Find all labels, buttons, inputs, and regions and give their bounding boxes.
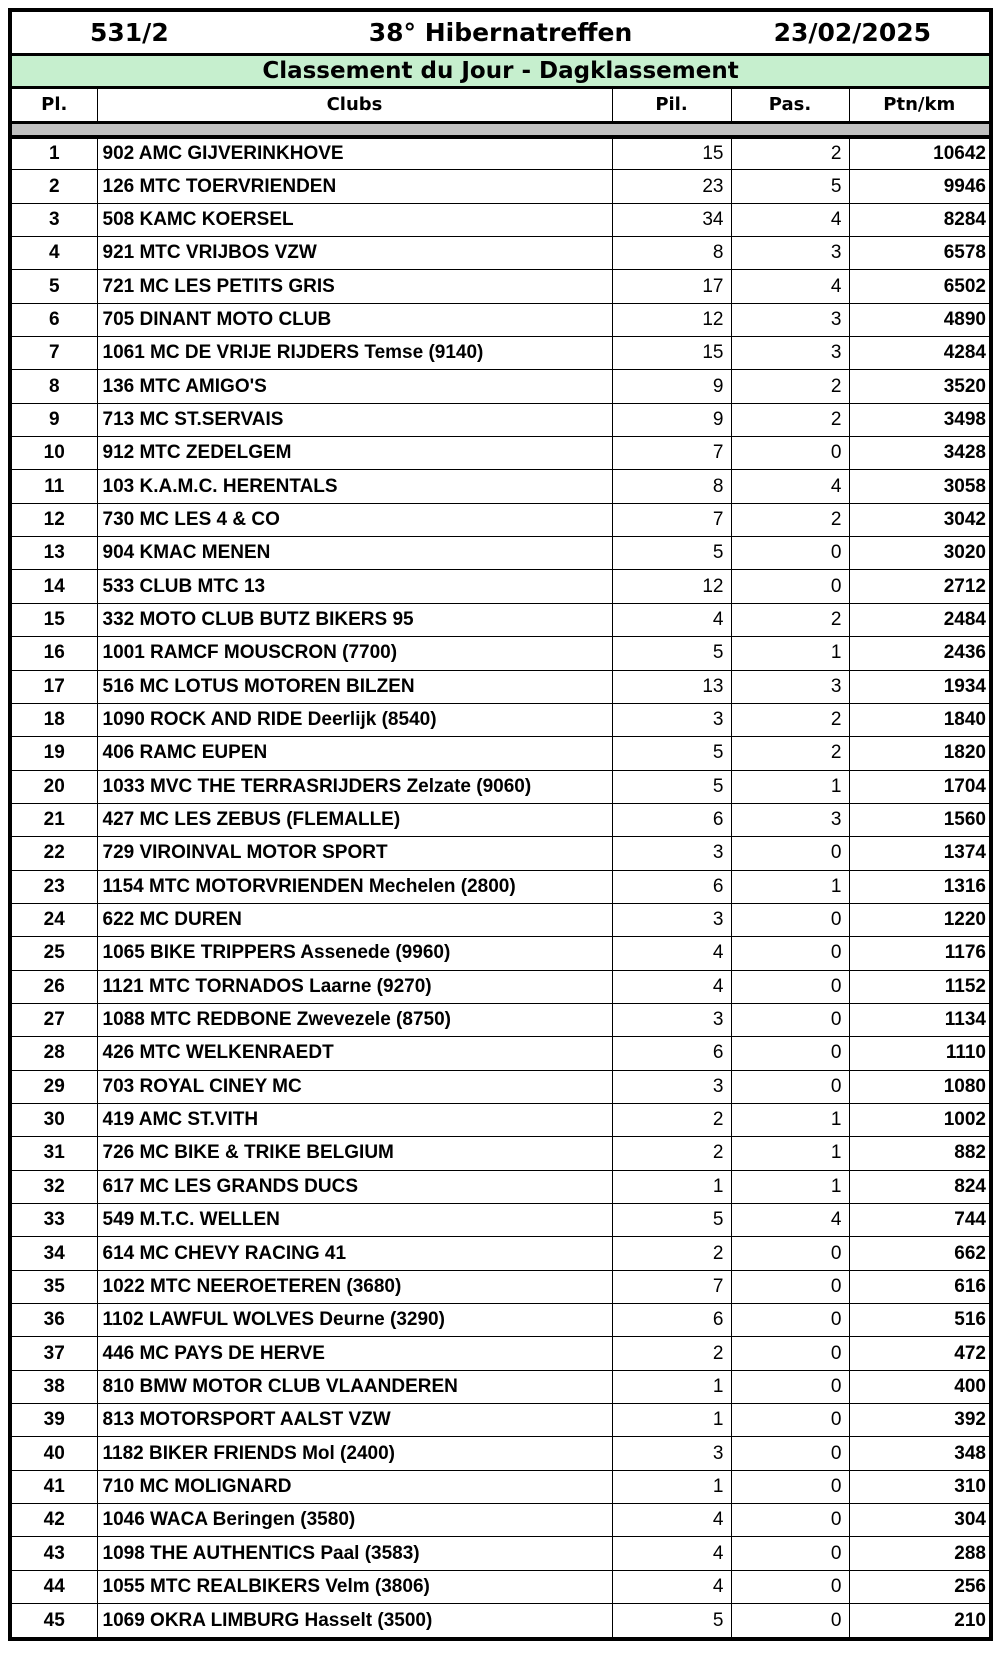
club-cell: 810 BMW MOTOR CLUB VLAANDEREN [97,1370,612,1403]
points-cell: 1374 [849,837,989,870]
pilots-cell: 3 [612,837,731,870]
points-cell: 1934 [849,670,989,703]
passengers-cell: 0 [731,1037,849,1070]
place-cell: 41 [12,1470,97,1503]
pilots-cell: 17 [612,270,731,303]
event-title: 38° Hibernatreffen [368,17,633,47]
passengers-cell: 2 [731,603,849,636]
subtitle-row [12,54,989,87]
table-row [12,370,989,403]
passengers-cell: 3 [731,237,849,270]
passengers-cell: 0 [731,1404,849,1437]
place-cell: 13 [12,537,97,570]
place-cell: 33 [12,1204,97,1237]
points-cell: 516 [849,1304,989,1337]
pilots-cell: 1 [612,1404,731,1437]
table-row [12,903,989,936]
pilots-cell: 1 [612,1370,731,1403]
place-cell: 20 [12,770,97,803]
ranking-table [12,89,989,1637]
passengers-cell: 4 [731,270,849,303]
pilots-cell: 1 [612,1170,731,1203]
passengers-cell: 1 [731,637,849,670]
club-cell: 446 MC PAYS DE HERVE [97,1337,612,1370]
table-row [12,270,989,303]
points-cell: 10642 [849,137,989,170]
points-cell: 616 [849,1270,989,1303]
club-cell: 103 K.A.M.C. HERENTALS [97,470,612,503]
pilots-cell: 8 [612,470,731,503]
passengers-cell: 0 [731,1437,849,1470]
club-cell: 1055 MTC REALBIKERS Velm (3806) [97,1570,612,1603]
points-cell: 4284 [849,337,989,370]
points-cell: 6502 [849,270,989,303]
place-cell: 9 [12,403,97,436]
table-row [12,1604,989,1637]
passengers-cell: 0 [731,903,849,936]
place-cell: 12 [12,503,97,536]
passengers-cell: 0 [731,1504,849,1537]
pilots-cell: 3 [612,1070,731,1103]
pilots-cell: 9 [612,370,731,403]
pilots-cell: 5 [612,1204,731,1237]
place-cell: 18 [12,703,97,736]
passengers-cell: 0 [731,937,849,970]
points-cell: 1080 [849,1070,989,1103]
passengers-cell: 1 [731,1170,849,1203]
club-cell: 1088 MTC REDBONE Zwevezele (8750) [97,1003,612,1036]
points-cell: 9946 [849,170,989,203]
place-cell: 4 [12,237,97,270]
club-cell: 1069 OKRA LIMBURG Hasselt (3500) [97,1604,612,1637]
table-row [12,1470,989,1503]
club-cell: 614 MC CHEVY RACING 41 [97,1237,612,1270]
passengers-cell: 0 [731,1370,849,1403]
club-cell: 1046 WACA Beringen (3580) [97,1504,612,1537]
points-cell: 392 [849,1404,989,1437]
table-row [12,1270,989,1303]
club-cell: 912 MTC ZEDELGEM [97,437,612,470]
place-cell: 42 [12,1504,97,1537]
pilots-cell: 3 [612,1003,731,1036]
club-cell: 710 MC MOLIGNARD [97,1470,612,1503]
place-cell: 26 [12,970,97,1003]
table-row [12,403,989,436]
table-row [12,203,989,236]
place-cell: 7 [12,337,97,370]
club-cell: 1102 LAWFUL WOLVES Deurne (3290) [97,1304,612,1337]
place-cell: 44 [12,1570,97,1603]
table-row [12,337,989,370]
table-row [12,503,989,536]
club-cell: 1098 THE AUTHENTICS Paal (3583) [97,1537,612,1570]
club-cell: 508 KAMC KOERSEL [97,203,612,236]
club-cell: 721 MC LES PETITS GRIS [97,270,612,303]
club-cell: 126 MTC TOERVRIENDEN [97,170,612,203]
place-cell: 8 [12,370,97,403]
pilots-cell: 2 [612,1337,731,1370]
place-cell: 2 [12,170,97,203]
passengers-cell: 4 [731,1204,849,1237]
place-cell: 16 [12,637,97,670]
club-cell: 729 VIROINVAL MOTOR SPORT [97,837,612,870]
passengers-cell: 2 [731,703,849,736]
points-cell: 1316 [849,870,989,903]
club-cell: 1154 MTC MOTORVRIENDEN Mechelen (2800) [97,870,612,903]
pilots-cell: 3 [612,1437,731,1470]
place-cell: 1 [12,137,97,170]
place-cell: 37 [12,1337,97,1370]
pilots-cell: 23 [612,170,731,203]
club-cell: 902 AMC GIJVERINKHOVE [97,137,612,170]
table-row [12,1437,989,1470]
points-cell: 1152 [849,970,989,1003]
table-row [12,1504,989,1537]
pilots-cell: 4 [612,1504,731,1537]
passengers-cell: 2 [731,737,849,770]
table-row [12,970,989,1003]
pilots-cell: 8 [612,237,731,270]
table-row [12,737,989,770]
club-cell: 617 MC LES GRANDS DUCS [97,1170,612,1203]
table-row [12,170,989,203]
points-cell: 1220 [849,903,989,936]
table-row [12,1370,989,1403]
table-row [12,470,989,503]
place-cell: 17 [12,670,97,703]
club-cell: 332 MOTO CLUB BUTZ BIKERS 95 [97,603,612,636]
place-cell: 21 [12,803,97,836]
points-cell: 1002 [849,1103,989,1136]
place-cell: 24 [12,903,97,936]
place-cell: 10 [12,437,97,470]
passengers-cell: 0 [731,1304,849,1337]
pilots-cell: 34 [612,203,731,236]
points-cell: 1134 [849,1003,989,1036]
passengers-cell: 0 [731,1570,849,1603]
points-cell: 310 [849,1470,989,1503]
table-row [12,1337,989,1370]
pilots-cell: 4 [612,603,731,636]
passengers-cell: 4 [731,203,849,236]
passengers-cell: 0 [731,1337,849,1370]
column-header-place: Pl. [12,89,97,123]
table-row [12,1404,989,1437]
event-date: 23/02/2025 [773,17,931,47]
place-cell: 25 [12,937,97,970]
club-cell: 1065 BIKE TRIPPERS Assenede (9960) [97,937,612,970]
passengers-cell: 3 [731,803,849,836]
table-row [12,437,989,470]
place-cell: 14 [12,570,97,603]
passengers-cell: 2 [731,403,849,436]
table-row [12,1170,989,1203]
table-row [12,637,989,670]
table-row [12,137,989,170]
place-cell: 6 [12,303,97,336]
points-cell: 882 [849,1137,989,1170]
passengers-cell: 1 [731,1103,849,1136]
pilots-cell: 2 [612,1237,731,1270]
passengers-cell: 2 [731,370,849,403]
pilots-cell: 2 [612,1103,731,1136]
place-cell: 40 [12,1437,97,1470]
points-cell: 1704 [849,770,989,803]
passengers-cell: 0 [731,970,849,1003]
pilots-cell: 15 [612,137,731,170]
place-cell: 28 [12,1037,97,1070]
points-cell: 210 [954,1609,986,1631]
club-cell: 921 MTC VRIJBOS VZW [97,237,612,270]
ranking-sheet [8,8,993,1641]
passengers-cell: 3 [731,670,849,703]
points-cell: 1110 [849,1037,989,1070]
table-row [12,1003,989,1036]
passengers-cell: 0 [731,1070,849,1103]
place-cell: 34 [12,1237,97,1270]
points-cell: 304 [849,1504,989,1537]
passengers-cell: 0 [731,837,849,870]
passengers-cell: 0 [731,1470,849,1503]
column-header-points: Ptn/km [849,89,989,123]
passengers-cell: 0 [731,1237,849,1270]
passengers-cell: 1 [731,770,849,803]
header-separator [12,123,989,137]
club-cell: 904 KMAC MENEN [97,537,612,570]
place-cell: 29 [12,1070,97,1103]
club-cell: 1090 ROCK AND RIDE Deerlijk (8540) [97,703,612,736]
pilots-cell: 13 [612,670,731,703]
pilots-cell: 6 [612,870,731,903]
place-cell: 39 [12,1404,97,1437]
points-cell: 4890 [849,303,989,336]
passengers-cell: 0 [731,537,849,570]
table-row [12,703,989,736]
points-cell: 1560 [849,803,989,836]
club-cell: 1182 BIKER FRIENDS Mol (2400) [97,1437,612,1470]
place-cell: 35 [12,1270,97,1303]
club-cell: 136 MTC AMIGO'S [97,370,612,403]
points-cell: 400 [849,1370,989,1403]
column-header-row [12,89,989,123]
place-cell: 27 [12,1003,97,1036]
club-cell: 419 AMC ST.VITH [97,1103,612,1136]
points-cell: 3020 [849,537,989,570]
passengers-cell: 0 [731,1003,849,1036]
table-row [12,1537,989,1570]
column-header-pilots: Pil. [612,89,731,123]
header-table [12,12,989,89]
passengers-cell: 0 [731,437,849,470]
points-cell: 1176 [849,937,989,970]
table-row [12,1204,989,1237]
club-cell: 549 M.T.C. WELLEN [97,1204,612,1237]
pilots-cell: 6 [612,1304,731,1337]
club-cell: 426 MTC WELKENRAEDT [97,1037,612,1070]
points-cell: 2484 [849,603,989,636]
club-cell: 1033 MVC THE TERRASRIJDERS Zelzate (9060) [97,770,612,803]
column-header-clubs: Clubs [97,89,612,123]
place-cell: 22 [12,837,97,870]
table-row [12,1137,989,1170]
club-cell: 533 CLUB MTC 13 [97,570,612,603]
header-row [12,12,989,54]
points-cell: 256 [849,1570,989,1603]
pilots-cell: 4 [612,1570,731,1603]
points-cell: 472 [849,1337,989,1370]
pilots-cell: 6 [612,1037,731,1070]
passengers-cell: 3 [731,303,849,336]
points-cell: 1820 [849,737,989,770]
points-cell: 2712 [849,570,989,603]
ranking-rows [12,137,989,1637]
pilots-cell: 12 [612,303,731,336]
place-cell: 19 [12,737,97,770]
pilots-cell: 5 [612,770,731,803]
points-cell: 3498 [849,403,989,436]
points-cell: 3520 [849,370,989,403]
table-row [12,1103,989,1136]
passengers-cell: 0 [731,1270,849,1303]
club-cell: 1121 MTC TORNADOS Laarne (9270) [97,970,612,1003]
table-row [12,1304,989,1337]
points-cell: 8284 [849,203,989,236]
pilots-cell: 15 [612,337,731,370]
column-header-passengers: Pas. [731,89,849,123]
pilots-cell: 5 [612,737,731,770]
ranking-subtitle: Classement du Jour - Dagklassement [12,54,989,87]
pilots-cell: 7 [612,503,731,536]
points-cell: 6578 [849,237,989,270]
points-cell: 288 [849,1537,989,1570]
passengers-cell: 3 [731,337,849,370]
place-cell: 30 [12,1103,97,1136]
points-cell: 662 [849,1237,989,1270]
points-cell: 348 [849,1437,989,1470]
table-row [12,1037,989,1070]
table-row [12,870,989,903]
pilots-cell: 12 [612,570,731,603]
pilots-cell: 2 [612,1137,731,1170]
place-cell: 36 [12,1304,97,1337]
points-cell: 744 [849,1204,989,1237]
club-cell: 813 MOTORSPORT AALST VZW [97,1404,612,1437]
passengers-cell: 4 [731,470,849,503]
passengers-cell: 0 [731,1537,849,1570]
place-cell: 38 [12,1370,97,1403]
points-cell: 3058 [849,470,989,503]
table-row [12,803,989,836]
points-cell: 2436 [849,637,989,670]
place-cell: 11 [12,470,97,503]
club-cell: 730 MC LES 4 & CO [97,503,612,536]
club-cell: 713 MC ST.SERVAIS [97,403,612,436]
club-cell: 1022 MTC NEEROETEREN (3680) [97,1270,612,1303]
table-row [12,237,989,270]
pilots-cell: 7 [612,437,731,470]
club-cell: 1001 RAMCF MOUSCRON (7700) [97,637,612,670]
club-cell: 703 ROYAL CINEY MC [97,1070,612,1103]
club-cell: 705 DINANT MOTO CLUB [97,303,612,336]
table-row [12,670,989,703]
club-cell: 1061 MC DE VRIJE RIJDERS Temse (9140) [97,337,612,370]
pilots-cell: 5 [612,1604,731,1637]
place-cell: 32 [12,1170,97,1203]
points-cell: 824 [849,1170,989,1203]
points-cell: 3428 [849,437,989,470]
pilots-cell: 3 [612,703,731,736]
place-cell: 15 [12,603,97,636]
pilots-cell: 4 [612,937,731,970]
points-cell: 3042 [849,503,989,536]
place-cell: 3 [12,203,97,236]
club-cell: 406 RAMC EUPEN [97,737,612,770]
pilots-cell: 4 [612,970,731,1003]
club-cell: 726 MC BIKE & TRIKE BELGIUM [97,1137,612,1170]
table-row [12,537,989,570]
pilots-cell: 5 [612,637,731,670]
table-row [12,937,989,970]
table-row [12,837,989,870]
table-row [12,770,989,803]
table-row [12,570,989,603]
table-row [12,1070,989,1103]
pilots-cell: 6 [612,803,731,836]
passengers-cell: 1 [731,870,849,903]
passengers-cell: 2 [731,503,849,536]
place-cell: 5 [12,270,97,303]
pilots-cell: 5 [612,537,731,570]
club-cell: 516 MC LOTUS MOTOREN BILZEN [97,670,612,703]
place-cell: 45 [12,1604,97,1637]
place-cell: 43 [12,1537,97,1570]
place-cell: 31 [12,1137,97,1170]
passengers-cell: 0 [731,570,849,603]
points-cell: 1840 [849,703,989,736]
pilots-cell: 4 [612,1537,731,1570]
pilots-cell: 1 [612,1470,731,1503]
passengers-cell: 2 [731,137,849,170]
club-cell: 427 MC LES ZEBUS (FLEMALLE) [97,803,612,836]
pilots-cell: 7 [612,1270,731,1303]
pilots-cell: 3 [612,903,731,936]
passengers-cell: 0 [731,1604,849,1637]
table-row [12,603,989,636]
passengers-cell: 5 [731,170,849,203]
event-code: 531/2 [90,17,169,47]
pilots-cell: 9 [612,403,731,436]
table-row [12,1237,989,1270]
place-cell: 23 [12,870,97,903]
passengers-cell: 1 [731,1137,849,1170]
table-row [12,303,989,336]
club-cell: 622 MC DUREN [97,903,612,936]
table-row [12,1570,989,1603]
